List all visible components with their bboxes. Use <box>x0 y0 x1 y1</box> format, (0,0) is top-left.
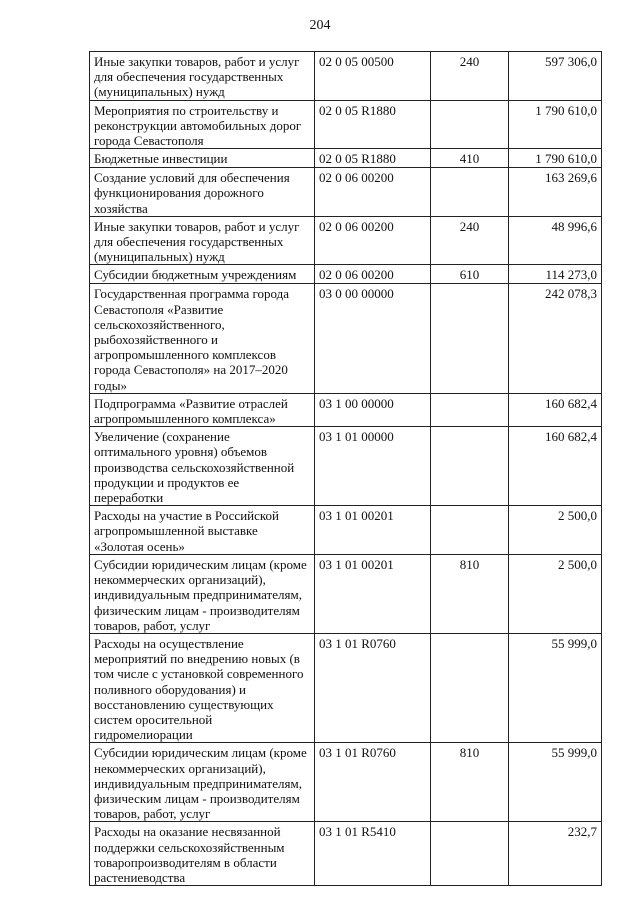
row-code: 03 1 01 00000 <box>315 427 431 506</box>
row-code: 02 0 06 00200 <box>315 216 431 265</box>
row-sum: 1 790 610,0 <box>509 100 602 149</box>
table-row <box>90 427 602 506</box>
row-name: Субсидии юридическим лицам (кроме некоммерческих организаций), индивидуальным предпринимателям, физическим лицам - производителям товаров, работ, услуг <box>90 554 315 633</box>
row-code: 02 0 05 R1880 <box>315 149 431 168</box>
row-sum: 232,7 <box>509 822 602 886</box>
row-name: Государственная программа города Севастополя «Развитие сельскохозяйственного, рыбохозяйственного и агропромышленного комплексов города Севастополя» на 2017–2020 годы» <box>90 284 315 393</box>
row-code: 03 1 01 00201 <box>315 554 431 633</box>
row-sum: 597 306,0 <box>509 52 602 101</box>
row-type <box>431 100 509 149</box>
row-type <box>431 427 509 506</box>
row-name: Расходы на оказание несвязанной поддержки сельскохозяйственным товаропроизводителям в области растениеводства <box>90 822 315 886</box>
row-name: Иные закупки товаров, работ и услуг для обеспечения государственных (муниципальных) нужд <box>90 216 315 265</box>
row-code: 03 1 01 00201 <box>315 506 431 555</box>
row-code: 03 1 01 R0760 <box>315 633 431 742</box>
row-type: 240 <box>431 52 509 101</box>
row-type: 410 <box>431 149 509 168</box>
row-name: Субсидии бюджетным учреждениям <box>90 265 315 284</box>
table-row <box>90 149 602 168</box>
row-sum: 160 682,4 <box>509 393 602 426</box>
row-sum: 55 999,0 <box>509 743 602 822</box>
row-type: 610 <box>431 265 509 284</box>
row-code: 03 1 01 R0760 <box>315 743 431 822</box>
table-row <box>90 506 602 555</box>
row-name: Создание условий для обеспечения функционирования дорожного хозяйства <box>90 168 315 217</box>
row-type <box>431 506 509 555</box>
table-row <box>90 52 602 101</box>
row-sum: 1 790 610,0 <box>509 149 602 168</box>
row-type <box>431 284 509 393</box>
row-sum: 163 269,6 <box>509 168 602 217</box>
row-name: Увеличение (сохранение оптимального уровня) объемов производства сельскохозяйственной продукции и продуктов ее переработки <box>90 427 315 506</box>
table-row <box>90 216 602 265</box>
table-row <box>90 265 602 284</box>
page-number: 204 <box>309 18 331 33</box>
row-code: 02 0 05 00500 <box>315 52 431 101</box>
budget-table <box>89 51 602 886</box>
row-code: 03 0 00 00000 <box>315 284 431 393</box>
row-name: Мероприятия по строительству и реконструкции автомобильных дорог города Севастополя <box>90 100 315 149</box>
row-sum: 48 996,6 <box>509 216 602 265</box>
row-sum: 2 500,0 <box>509 554 602 633</box>
row-type: 810 <box>431 743 509 822</box>
table-row <box>90 168 602 217</box>
row-sum: 242 078,3 <box>509 284 602 393</box>
row-type <box>431 168 509 217</box>
row-code: 03 1 00 00000 <box>315 393 431 426</box>
row-name: Расходы на участие в Российской агропромышленной выставке «Золотая осень» <box>90 506 315 555</box>
row-type <box>431 822 509 886</box>
table-row <box>90 743 602 822</box>
row-type <box>431 633 509 742</box>
row-sum: 2 500,0 <box>509 506 602 555</box>
table-row <box>90 822 602 886</box>
row-name: Подпрограмма «Развитие отраслей агропромышленного комплекса» <box>90 393 315 426</box>
table-row <box>90 284 602 393</box>
table-row <box>90 554 602 633</box>
row-name: Субсидии юридическим лицам (кроме некоммерческих организаций), индивидуальным предпринимателям, физическим лицам - производителям товаров, работ, услуг <box>90 743 315 822</box>
row-code: 02 0 06 00200 <box>315 265 431 284</box>
row-sum: 160 682,4 <box>509 427 602 506</box>
row-name: Иные закупки товаров, работ и услуг для обеспечения государственных (муниципальных) нужд <box>90 52 315 101</box>
table-row <box>90 633 602 742</box>
row-type <box>431 393 509 426</box>
row-sum: 114 273,0 <box>509 265 602 284</box>
row-type: 240 <box>431 216 509 265</box>
row-code: 02 0 05 R1880 <box>315 100 431 149</box>
row-type: 810 <box>431 554 509 633</box>
row-code: 02 0 06 00200 <box>315 168 431 217</box>
row-name: Расходы на осуществление мероприятий по внедрению новых (в том числе с установкой современного поливного оборудования) и восстановлению существующих систем оросительной гидромелиорации <box>90 633 315 742</box>
table-row <box>90 393 602 426</box>
table-row <box>90 100 602 149</box>
row-name: Бюджетные инвестиции <box>90 149 315 168</box>
row-code: 03 1 01 R5410 <box>315 822 431 886</box>
row-sum: 55 999,0 <box>509 633 602 742</box>
